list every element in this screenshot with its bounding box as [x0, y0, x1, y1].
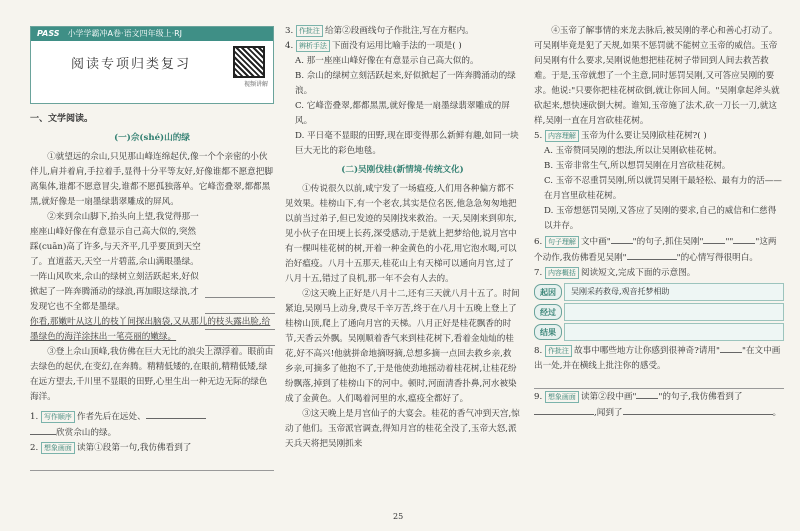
- annotation-line[interactable]: [205, 283, 275, 298]
- question-6-text-d: "这两个动作,我仿佛看见吴刚": [534, 237, 777, 263]
- page-number: 25: [393, 512, 404, 521]
- question-7-text: 阅读短文,完成下面的示意图。: [580, 268, 696, 278]
- question-1-blank-2[interactable]: [30, 425, 56, 435]
- question-5-tag: 内容理解: [545, 130, 579, 142]
- question-8: 8. 作批注 故事中哪些地方让你感到很神奇?请用" "在文中画出一处,并在横线上批注你的感受。: [534, 343, 784, 389]
- passage2-title-extra: (新情境·传统文化): [392, 165, 464, 175]
- annotation-line[interactable]: [205, 299, 275, 314]
- pass-logo: PASS: [37, 29, 60, 38]
- question-8-text-2: "在文中画出一处,并在横线上批注你的感受。: [534, 346, 781, 371]
- passage2-title-text: (二)吴刚伐桂: [341, 165, 393, 175]
- diagram-input-box[interactable]: [564, 303, 784, 321]
- question-7: 7. 内容概括 阅读短文,完成下面的示意图。 起因 吴刚采药救母,观音托梦相助 经过 结果: [534, 266, 784, 340]
- question-2-tag: 想象画面: [41, 442, 75, 454]
- question-9-blank-1[interactable]: [636, 389, 658, 399]
- middle-column: [285, 0, 520, 531]
- passage1-paragraph-2-underlined: 你看,那嫩叶从这儿的枝丫间探出脑袋,又从那儿的枝头露出脸,给墨绿色的海洋涂抹出一笔亮丽的嫩绿。: [30, 317, 271, 342]
- question-2-text: 读第①段第一句,我仿佛看到了: [76, 443, 192, 453]
- passage1-paragraph-1: ①就望远的佘山,只见那山峰连绵起伏,像一个个亲密的小伙伴儿,肩并着肩,手拉着手,显得十分平等友好,好像谁都不愿意把脚离集体,谁都不愿意冒尖,谁都不愿孤独落单。它峰峦叠翠,都都黑黑,就好像是一扇墨绿翡翠雕成的屏风。: [30, 152, 273, 207]
- question-6-text-c: "": [725, 237, 734, 247]
- diagram-row-cause: [534, 283, 784, 300]
- qr-code-icon[interactable]: [233, 46, 265, 78]
- diagram-row-process: [534, 303, 784, 320]
- question-8-answer-line[interactable]: [534, 374, 784, 389]
- question-6-blank-1[interactable]: [611, 234, 633, 244]
- question-5: 5. 内容理解 玉帝为什么要让吴刚砍桂花树?( ) A. 玉帝赞同吴刚的想法,所以让吴刚砍桂花树。 B. 玉帝非常生气,所以想罚吴刚在月宫砍桂花树。 C. 玉帝不忍重罚吴刚,所以就罚吴刚干最轻松、最有力的活——在月宫里砍桂花树。 D. 玉帝想惩罚吴刚,又答应了吴刚的要求,自己的威信和仁慈得以并存。: [534, 129, 784, 234]
- annotation-line[interactable]: [205, 331, 275, 346]
- question-6-text-e: "的心情写得很明白。: [676, 253, 758, 263]
- question-5-option-b[interactable]: B. 玉帝非常生气,所以想罚吴刚在月宫砍桂花树。: [544, 161, 731, 171]
- diagram-label: 结果: [534, 324, 562, 340]
- passage2-paragraph-1: ①传说很久以前,咸宁发了一场瘟疫,人们用各种偏方都不见效果。桂榜山下,有一个老农,其实是位名医,他急急匆匆地把以前当过弟子,但已发迹的吴刚找来救治。一天,吴刚来到卯东,见小伙子在田埂上长药,深受感动,于是就上把梦给他,说月宫中有一棵叫桂花树的树,开着一种金黄色的小花,用它泡水喝,可以治好瘟疫。八月十五那天,桂花山上有天梯可以通向月宫,过了八月十五,错过了良机,那一年不会有人去的。: [285, 184, 517, 284]
- question-6-text-a: 文中画": [580, 237, 611, 247]
- question-1: 1. 写作顺序 作者先后在远处、 欣赏佘山的绿。: [30, 409, 274, 441]
- question-9-tag: 想象画面: [545, 391, 579, 403]
- diagram-box: 吴刚采药救母,观音托梦相助: [564, 283, 784, 301]
- story-diagram: [534, 283, 784, 340]
- question-1-line2: 欣赏佘山的绿。: [56, 428, 117, 438]
- question-6-blank-4[interactable]: [627, 250, 677, 260]
- series-label: 小学学霸冲A卷·语文四年级上·RJ: [67, 29, 183, 38]
- question-9-blank-2[interactable]: [534, 405, 594, 415]
- question-1-blank[interactable]: [146, 409, 206, 419]
- question-9-text-4: 。: [772, 408, 782, 418]
- question-4-option-c[interactable]: C. 它峰峦叠翠,都都黑黑,就好像是一扇墨绿翡翠雕成的屏风。: [295, 101, 510, 126]
- passage1-title: (一)佘(shé)山的绿: [114, 133, 190, 143]
- question-6: 6. 句子理解 文中画" "的句子,抓住吴刚" "" "这两个动作,我仿佛看见吴刚" "的心情写得很明白。: [534, 234, 784, 266]
- diagram-input-box[interactable]: [564, 323, 784, 341]
- question-1-tag: 写作顺序: [41, 411, 75, 423]
- question-4-option-b[interactable]: B. 佘山的绿树立刻活跃起来,好似掀起了一阵奔腾涌动的绿浪。: [295, 71, 516, 96]
- diagram-row-result: [534, 323, 784, 340]
- question-6-tag: 句子理解: [545, 236, 579, 248]
- qr-label: 视频讲解: [243, 81, 268, 88]
- question-3: 3. 作批注 给第②段画线句子作批注,写在方框内。: [285, 26, 474, 36]
- passage2-paragraph-2: ②这天晚上正好是八月十二,还有三天就八月十五了。时间紧迫,吴刚马上动身,费尽千辛万苦,终于在八月十五晚上登上了桂榜山顶,爬上了通向月宫的天梯。八月正好是桂花飘香的时节,天香云外飘。吴刚顺着香气来到桂花树下,看着金灿灿的桂花,好不高兴!他就拼命地摘呀摘,总想多摘一点回去救乡亲,救乡亲,可摘多了他抱不了,于是他使劲地摇动着桂花树,让桂花纷纷飘落,掉到了桂榜山下的河中。顿时,河面清香扑鼻,河水被染成了金黄色。人们喝着河里的水,瘟疫全都好了。: [285, 289, 520, 404]
- question-4: 4. 辨析手法 下面没有运用比喻手法的一项是( ) A. 那一座座山峰好像在有意显示自己高大似的。 B. 佘山的绿树立刻活跃起来,好似掀起了一阵奔腾涌动的绿浪。 C. 它峰峦叠翠,都都黑黑,就好像是一扇墨绿翡翠雕成的屏风。 D. 平日毫不显眼的田野,现在即变得那么新鲜有趣,如同一块巨大无比的彩色地毯。: [285, 39, 520, 159]
- passage1-paragraph-2: ②来到佘山脚下,抬头向上望,我觉得那一座座山峰好像在有意显示自己高大似的,突然踩(cuān)高了许多,与天齐平,几乎要顶到天空了。直道蓝天,天空一片碧蓝,佘山满眼墨绿。一阵山风吹来,佘山的绿树立刻活跃起来,好似掀起了一阵奔腾涌动的绿浪,再加眼这绿浪,才发现它也不全都是墨绿。: [30, 212, 201, 312]
- question-5-option-a[interactable]: A. 玉帝赞同吴刚的想法,所以让吴刚砍桂花树。: [544, 146, 722, 156]
- passage2-paragraph-4: ④玉帝了解事情的来龙去脉后,被吴刚的孝心和善心打动了。可吴刚毕竟是犯了天规,如果不惩罚就不能树立玉帝的威信。玉帝问吴刚有什么要求,吴刚说他想把桂花树子带回到人间去救苦救难。于是,玉帝就想了一个主意,同时惩罚吴刚,又可答应吴刚的要求。他说:"只要你把桂花树砍倒,就让你回人间。"吴刚拿起斧头就砍起来,想快速砍倒大树。谁知,玉帝施了法术,砍一刀长一刀,就这样,吴刚一直在月宫砍桂花树。: [534, 26, 780, 126]
- diagram-label: 起因: [534, 284, 562, 300]
- question-7-tag: 内容概括: [545, 267, 579, 279]
- question-5-text: 玉帝为什么要让吴刚砍桂花树?( ): [580, 131, 707, 141]
- question-9-text-3: ,闻到了: [594, 408, 623, 418]
- question-9-blank-3[interactable]: [623, 405, 773, 415]
- question-5-option-d[interactable]: D. 玉帝想惩罚吴刚,又答应了吴刚的要求,自己的威信和仁慈得以并存。: [544, 206, 777, 231]
- question-6-blank-2[interactable]: [703, 234, 725, 244]
- right-column: [534, 0, 784, 531]
- question-8-tag: 作批注: [545, 345, 572, 357]
- question-4-text: 下面没有运用比喻手法的一项是( ): [331, 41, 462, 51]
- question-4-option-a[interactable]: A. 那一座座山峰好像在有意显示自己高大似的。: [295, 56, 479, 66]
- question-8-blank[interactable]: [720, 343, 742, 353]
- question-6-blank-3[interactable]: [733, 234, 755, 244]
- question-5-option-c[interactable]: C. 玉帝不忍重罚吴刚,所以就罚吴刚干最轻松、最有力的活——在月宫里砍桂花树。: [544, 176, 782, 201]
- question-3-tag: 作批注: [296, 25, 323, 37]
- question-9-text: 读第②段中画": [580, 392, 637, 402]
- diagram-label: 经过: [534, 304, 562, 320]
- left-column: [30, 0, 274, 531]
- passage1-paragraph-3: ③登上佘山顶峰,我仿佛在巨大无比的浪尖上漂浮着。眼前由去绿色的起伏,在变幻,在奔腾。精精低矮的,在眼前,精精低矮,绿在远方望去,千川里不显眼的田野,心里生出一种无边无际的绿色海洋。: [30, 347, 274, 402]
- question-3-text: 给第②段画线句子作批注,写在方框内。: [324, 26, 474, 36]
- header-banner: [30, 26, 274, 104]
- passage2-title: [285, 163, 520, 178]
- question-8-text: 故事中哪些地方让你感到很神奇?请用": [573, 346, 720, 356]
- passage2-paragraph-3: ③这天晚上是月宫仙子的大宴会。桂花的香气冲到天宫,惊动了他们。玉帝派官调查,得知月宫的桂花全没了,玉帝大怒,派天兵天将把吴刚抓来: [285, 409, 520, 449]
- annotation-line[interactable]: [205, 315, 275, 330]
- question-9-text-2: "的句子,我仿佛看到了: [658, 392, 743, 402]
- question-4-option-d[interactable]: D. 平日毫不显眼的田野,现在即变得那么新鲜有趣,如同一块巨大无比的彩色地毯。: [295, 131, 519, 156]
- annotation-box[interactable]: [205, 283, 275, 347]
- question-6-text-b: "的句子,抓住吴刚": [632, 237, 704, 247]
- question-2-answer-line[interactable]: [30, 456, 274, 471]
- question-1-text: 作者先后在远处、: [76, 412, 146, 422]
- section-heading: 一、文学阅读。: [30, 114, 94, 124]
- question-2: 2. 想象画面 读第①段第一句,我仿佛看到了: [30, 441, 274, 471]
- question-4-tag: 辨析手法: [296, 40, 330, 52]
- question-9: 9. 想象画面 读第②段中画" "的句子,我仿佛看到了,闻到了 。: [534, 389, 784, 421]
- header-strip: [31, 27, 273, 41]
- page-title: 阅读专项归类复习: [70, 57, 191, 72]
